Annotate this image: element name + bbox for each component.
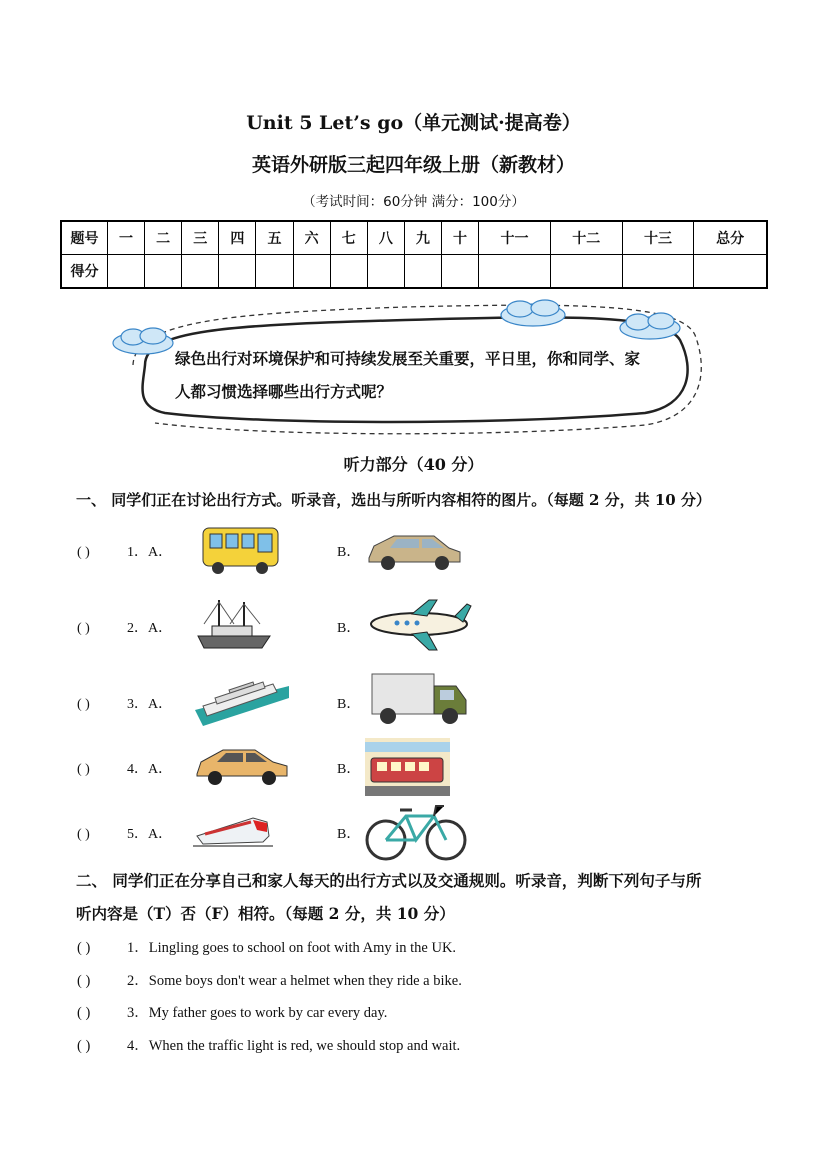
answer-blank[interactable]: ( ) xyxy=(77,621,90,636)
col-4: 四 xyxy=(219,221,256,255)
score-cell[interactable] xyxy=(145,255,182,289)
question-3: ( ) 3．A． xyxy=(77,697,173,712)
score-cell[interactable] xyxy=(256,255,293,289)
cloud-icon xyxy=(501,300,565,326)
col-8: 八 xyxy=(367,221,404,255)
row-label-defen: 得分 xyxy=(61,255,108,289)
answer-blank[interactable]: ( ) xyxy=(77,697,90,712)
option-b-label: B． xyxy=(337,545,361,560)
col-2: 二 xyxy=(145,221,182,255)
answer-blank[interactable]: ( ) xyxy=(77,827,90,842)
part2-instructions: 二、 同学们正在分享自己和家人每天的出行方式以及交通规则。听录音，判断下列句子与所 听内容是（T）否（F）相符。（每题 2 分，共 10 分） xyxy=(76,871,702,923)
option-b-label: B． xyxy=(337,697,361,712)
score-cell[interactable] xyxy=(367,255,404,289)
answer-blank[interactable]: ( ) xyxy=(77,973,91,989)
tf-item-2: ( ) 2．Some boys don't wear a helmet when they ride a bike. xyxy=(77,973,462,989)
question-5: ( ) 5．A． xyxy=(77,827,173,842)
page-title: Unit 5 Let’s go（单元测试·提高卷） xyxy=(246,112,581,134)
score-cell[interactable] xyxy=(293,255,330,289)
cloud-icon xyxy=(113,328,173,354)
tf-item-1: ( ) 1．Lingling goes to school on foot with Amy in the UK. xyxy=(77,940,457,956)
train-icon[interactable] xyxy=(193,810,273,852)
listening-heading: 听力部分（40 分） xyxy=(343,455,484,474)
bus-icon[interactable] xyxy=(198,522,283,577)
col-7: 七 xyxy=(330,221,367,255)
question-4: ( ) 4．A． xyxy=(77,762,173,777)
bike-icon[interactable] xyxy=(364,800,468,862)
col-5: 五 xyxy=(256,221,293,255)
answer-blank[interactable]: ( ) xyxy=(77,940,91,956)
score-cell[interactable] xyxy=(622,255,694,289)
col-13: 十三 xyxy=(622,221,694,255)
score-cell[interactable] xyxy=(404,255,441,289)
score-table-header-row xyxy=(61,221,767,255)
cruise-ship-icon[interactable] xyxy=(193,670,291,730)
score-cell[interactable] xyxy=(108,255,145,289)
subway-icon[interactable] xyxy=(365,738,450,796)
answer-blank[interactable]: ( ) xyxy=(77,1005,91,1021)
car-icon[interactable] xyxy=(193,742,291,788)
question-1: ( ) 1．A． xyxy=(77,545,173,560)
score-cell[interactable] xyxy=(479,255,551,289)
exam-info: （考试时间：60分钟 满分：100分） xyxy=(302,194,525,210)
score-table xyxy=(60,220,768,289)
score-cell[interactable] xyxy=(330,255,367,289)
ship-icon[interactable] xyxy=(194,596,274,654)
part1-instructions: 一、 同学们正在讨论出行方式。听录音，选出与所听内容相符的图片。（每题 2 分，共 10 分） xyxy=(76,491,711,509)
col-total: 总分 xyxy=(694,221,767,255)
intro-bubble-text: 绿色出行对环境保护和可持续发展至关重要，平日里，你和同学、家 人都习惯选择哪些出行方式呢？ xyxy=(175,349,641,401)
truck-icon[interactable] xyxy=(370,670,470,728)
page-subtitle: 英语外研版三起四年级上册（新教材） xyxy=(251,154,575,176)
row-label-tihao: 题号 xyxy=(61,221,108,255)
tf-item-4: ( ) 4．When the traffic light is red, we should stop and wait. xyxy=(77,1038,461,1054)
question-2: ( ) 2．A． xyxy=(77,621,173,636)
score-cell[interactable] xyxy=(441,255,478,289)
answer-blank[interactable]: ( ) xyxy=(77,762,90,777)
col-3: 三 xyxy=(182,221,219,255)
col-12: 十二 xyxy=(550,221,622,255)
score-table-score-row xyxy=(61,255,767,289)
answer-blank[interactable]: ( ) xyxy=(77,545,90,560)
option-b-label: B． xyxy=(337,621,361,636)
option-b-label: B． xyxy=(337,762,361,777)
col-11: 十一 xyxy=(479,221,551,255)
option-b-label: B． xyxy=(337,827,361,842)
cloud-icon xyxy=(620,313,680,339)
col-6: 六 xyxy=(293,221,330,255)
answer-blank[interactable]: ( ) xyxy=(77,1038,91,1054)
col-1: 一 xyxy=(108,221,145,255)
col-9: 九 xyxy=(404,221,441,255)
score-cell[interactable] xyxy=(550,255,622,289)
plane-icon[interactable] xyxy=(367,598,472,654)
score-cell[interactable] xyxy=(694,255,767,289)
score-cell[interactable] xyxy=(219,255,256,289)
col-10: 十 xyxy=(441,221,478,255)
tf-item-3: ( ) 3．My father goes to work by car every day. xyxy=(77,1005,388,1021)
car-icon[interactable] xyxy=(364,528,464,573)
score-cell[interactable] xyxy=(182,255,219,289)
